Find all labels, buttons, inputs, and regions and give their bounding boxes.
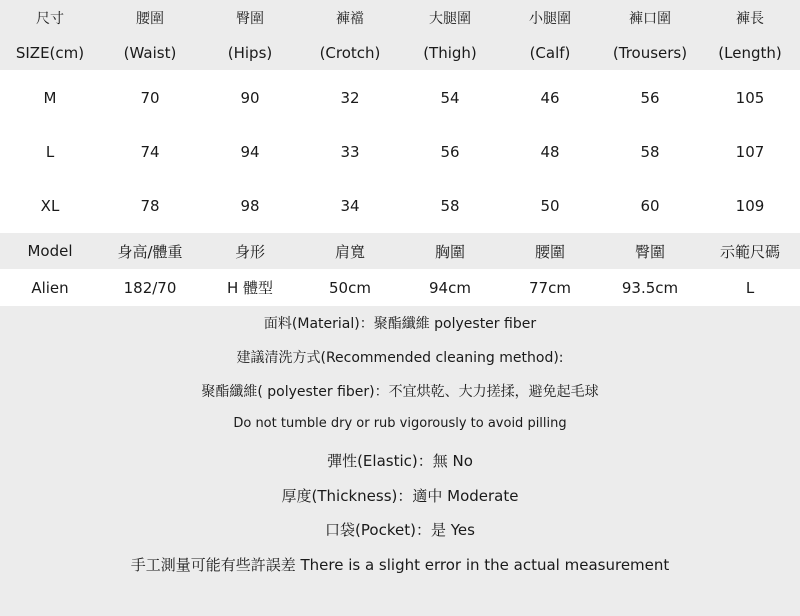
- thigh-value: 56: [440, 143, 460, 161]
- header-waist: 腰圍: [534, 242, 565, 261]
- header-trousers-zh: 褲口圍: [629, 11, 671, 27]
- trousers-value: 58: [640, 143, 660, 161]
- header-thigh-zh: 大腿圍: [429, 11, 471, 27]
- header-calf-zh: 小腿圍: [529, 11, 571, 27]
- header-waist-en: (Waist): [123, 44, 177, 62]
- length-value: 109: [735, 197, 765, 215]
- header-body-shape: 身形: [234, 242, 265, 261]
- crotch-value: 32: [340, 89, 360, 107]
- hips-value: 94: [240, 143, 260, 161]
- model-table-header: [0, 233, 800, 269]
- hips-value: 90: [240, 89, 260, 107]
- size-label: L: [45, 143, 55, 161]
- length-value: 107: [735, 143, 765, 161]
- thigh-value: 54: [440, 89, 460, 107]
- size-table-header-en: [0, 36, 800, 70]
- model-name: Alien: [31, 278, 69, 297]
- elastic-note: 彈性(Elastic)：無 No: [327, 452, 473, 470]
- measurement-error-note: 手工測量可能有些許誤差 There is a slight error in the actual measurement: [130, 556, 670, 574]
- hips-value: 98: [240, 197, 260, 215]
- model-chest: 94cm: [429, 278, 471, 297]
- calf-value: 48: [540, 143, 560, 161]
- header-thigh-en: (Thigh): [423, 44, 477, 62]
- header-trousers-en: (Trousers): [612, 44, 688, 62]
- trousers-value: 60: [640, 197, 660, 215]
- size-table-header-zh: [0, 0, 800, 36]
- header-crotch-en: (Crotch): [319, 44, 381, 62]
- waist-value: 78: [140, 197, 160, 215]
- header-length-en: (Length): [718, 44, 782, 62]
- product-notes: [0, 306, 800, 616]
- header-length-zh: 褲長: [736, 11, 764, 27]
- size-label: M: [43, 89, 57, 107]
- model-shoulder: 50cm: [329, 278, 371, 297]
- cleaning-title: 建議清洗方式(Recommended cleaning method):: [236, 350, 564, 366]
- model-body-shape: H 體型: [226, 279, 274, 297]
- waist-value: 70: [140, 89, 160, 107]
- header-size-en: SIZE(cm): [15, 44, 85, 62]
- header-hips: 臀圍: [634, 242, 665, 261]
- calf-value: 46: [540, 89, 560, 107]
- model-height-weight: 182/70: [123, 278, 177, 297]
- header-chest: 胸圍: [434, 242, 465, 261]
- trousers-value: 56: [640, 89, 660, 107]
- header-hips-zh: 臀圍: [236, 11, 264, 27]
- header-size-zh: 尺寸: [36, 11, 64, 27]
- table-row: [0, 125, 800, 179]
- header-model: Model: [27, 242, 73, 260]
- crotch-value: 34: [340, 197, 360, 215]
- model-table-row: [0, 269, 800, 306]
- waist-value: 74: [140, 143, 160, 161]
- crotch-value: 33: [340, 143, 360, 161]
- size-label: XL: [40, 197, 60, 215]
- model-hips: 93.5cm: [621, 278, 679, 297]
- model-demo-size: L: [745, 278, 755, 297]
- table-row: [0, 71, 800, 125]
- header-demo-size: 示範尺碼: [719, 242, 780, 261]
- pocket-note: 口袋(Pocket)：是 Yes: [325, 521, 475, 539]
- header-height-weight: 身高/體重: [117, 242, 183, 261]
- length-value: 105: [735, 89, 765, 107]
- cleaning-note-en: Do not tumble dry or rub vigorously to avoid pilling: [233, 416, 567, 431]
- header-waist-zh: 腰圍: [136, 11, 164, 27]
- table-row: [0, 179, 800, 233]
- thickness-note: 厚度(Thickness)：適中 Moderate: [281, 487, 519, 505]
- header-shoulder: 肩寬: [334, 242, 365, 261]
- thigh-value: 58: [440, 197, 460, 215]
- size-table-body: [0, 70, 800, 233]
- header-calf-en: (Calf): [529, 44, 571, 62]
- calf-value: 50: [540, 197, 560, 215]
- material-note: 面料(Material)：聚酯纖維 polyester fiber: [263, 316, 537, 332]
- header-crotch-zh: 褲襠: [336, 11, 364, 27]
- cleaning-note-zh: 聚酯纖維( polyester fiber)：不宜烘乾、大力搓揉，避免起毛球: [201, 384, 599, 400]
- header-hips-en: (Hips): [227, 44, 273, 62]
- model-waist: 77cm: [529, 278, 571, 297]
